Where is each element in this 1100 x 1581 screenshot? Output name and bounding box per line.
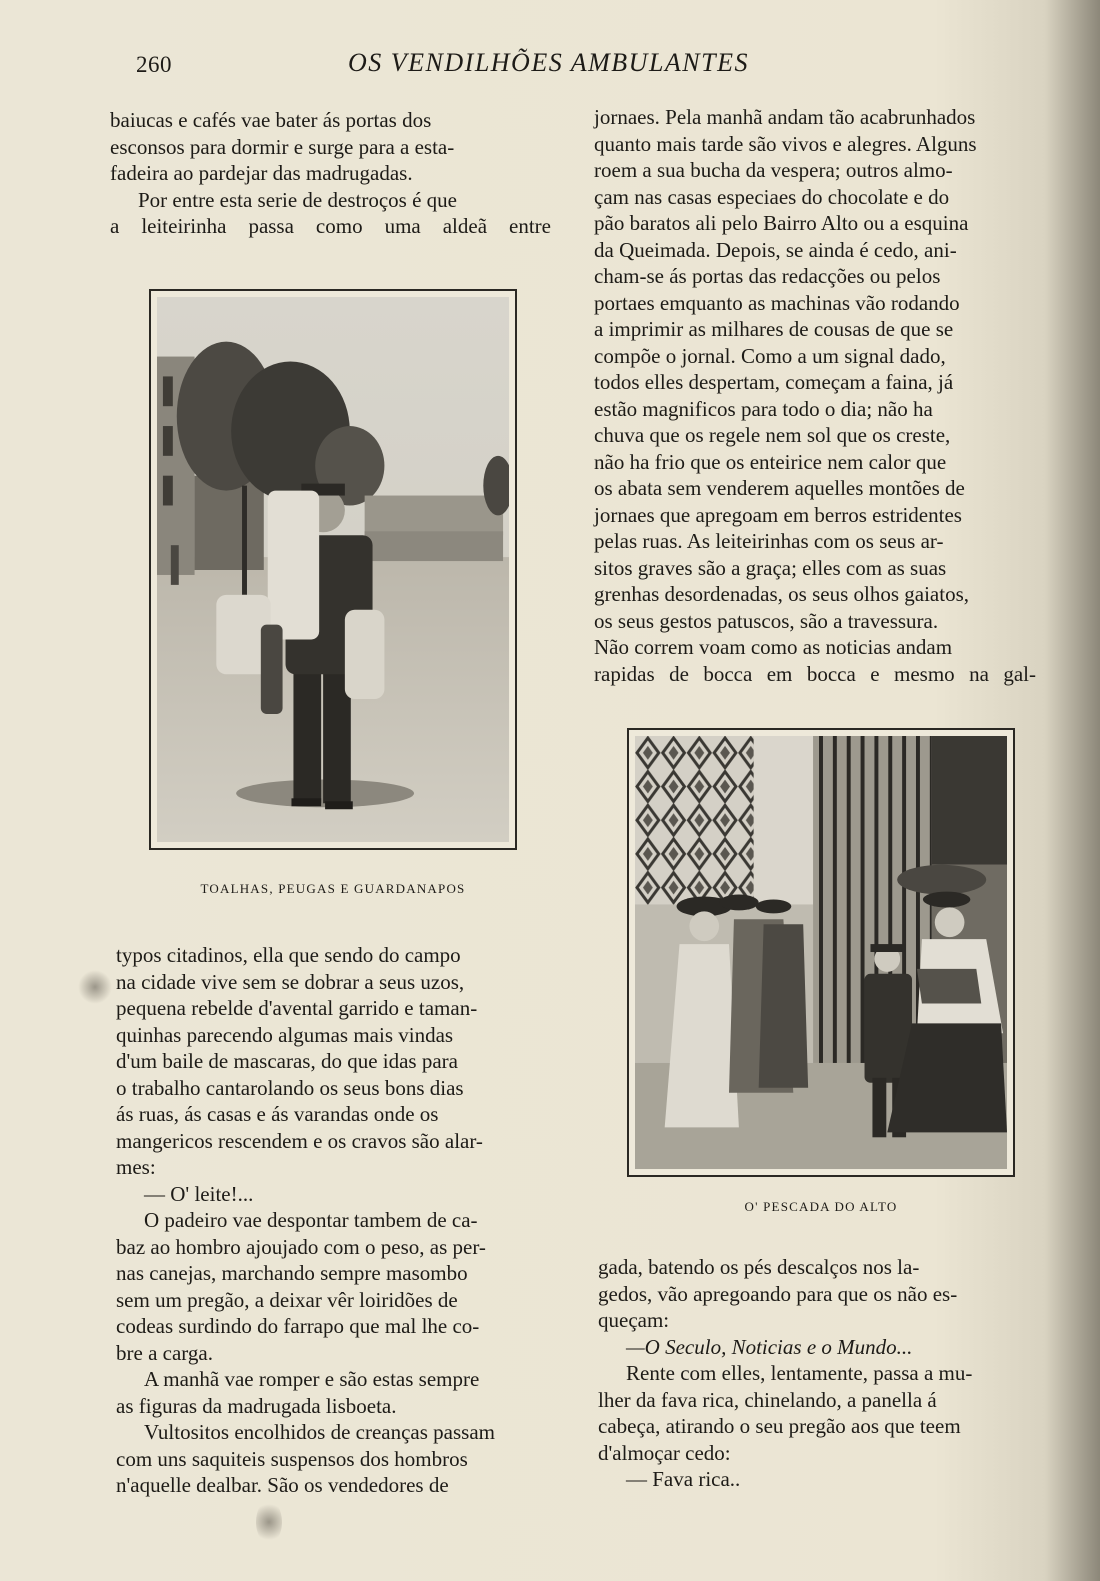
right-top-text	[594, 104, 1036, 687]
text-line: typos citadinos, ella que sendo do campo	[116, 943, 461, 967]
text-line: jornaes. Pela manhã andam tão acabrunhados	[594, 105, 976, 129]
text-line: mangericos rescendem e os cravos são alar-	[116, 1128, 483, 1153]
text-line: gedos, vão apregoando para que os não es-	[598, 1281, 958, 1306]
caption-pescada: O' PESCADA DO ALTO	[744, 1199, 898, 1214]
text-line: quanto mais tarde são vivos e alegres. Alguns	[594, 131, 977, 156]
text-line: Vultositos encolhidos de creanças passam	[144, 1420, 495, 1444]
text-line: da Queimada. Depois, se ainda é cedo, ani-	[594, 237, 957, 262]
text-line: pelas ruas. As leiteirinhas com os seus ar-	[594, 529, 944, 553]
text-line: — O' leite!...	[144, 1181, 254, 1206]
text-line: n'aquelle dealbar. São os vendedores de	[116, 1473, 449, 1497]
text-line: cabeça, atirando o seu pregão aos que teem	[598, 1414, 961, 1438]
text-line: esconsos para dormir e surge para a esta-	[110, 134, 455, 159]
photo-pescada	[627, 728, 1015, 1177]
pescada-photograph	[635, 736, 1007, 1169]
text-line: com uns saquiteis suspensos dos hombros	[116, 1446, 468, 1471]
text-line: Rente com elles, lentamente, passa a mu-	[626, 1361, 973, 1385]
text-line: roem a sua bucha da vespera; outros almo-	[594, 158, 953, 182]
text-line: não ha frio que os enteirice nem calor que	[594, 449, 947, 474]
ink-smudge	[78, 970, 112, 1004]
text-line: sitos graves são a graça; elles com as suas	[594, 555, 947, 580]
page-number: 260	[136, 52, 172, 77]
text-line: a leiteirinha passa como uma aldeã entre	[110, 214, 551, 238]
text-line: quinhas parecendo algumas mais vindas	[116, 1022, 454, 1047]
text-line: chuva que os regele nem sol que os creste,	[594, 423, 951, 447]
text-line: sem um pregão, a deixar vêr loiridões de	[116, 1287, 458, 1312]
photo-street-vendor	[149, 289, 517, 850]
right-bottom-text	[598, 1254, 1040, 1493]
text-line: gada, batendo os pés descalços nos la-	[598, 1255, 920, 1279]
text-line: jornaes que apregoam em berros estridentes	[594, 502, 962, 527]
text-line: lher da fava rica, chinelando, a panella á	[598, 1387, 937, 1412]
text-line: Por entre esta serie de destroços é que	[138, 187, 457, 212]
text-line: os abata sem venderem aquelles montões de	[594, 476, 965, 500]
text-line: estão magnificos para todo o dia; não ha	[594, 396, 933, 421]
text-line: çam nas casas especiaes do chocolate e do	[594, 184, 950, 209]
text-line: nas canejas, marchando sempre masombo	[116, 1261, 468, 1285]
text-line: compõe o jornal. Como a um signal dado,	[594, 343, 946, 368]
text-line: ás ruas, ás casas e ás varandas onde os	[116, 1102, 439, 1126]
text-line: cham-se ás portas das redacções ou pelos	[594, 264, 941, 288]
left-top-text	[110, 107, 551, 240]
text-line: pão baratos ali pelo Bairro Alto ou a esquina	[594, 211, 969, 235]
text-line: os seus gestos patuscos, são a travessura.	[594, 608, 939, 633]
text-line: fadeira ao pardejar das madrugadas.	[110, 161, 413, 185]
caption-toalhas: TOALHAS, PEUGAS E GUARDANAPOS	[200, 881, 466, 896]
text-line: grenhas desordenadas, os seus olhos gaiatos,	[594, 582, 970, 606]
ink-smudge	[256, 1500, 282, 1544]
text-line: —O Seculo, Noticias e o Mundo...	[626, 1334, 913, 1359]
text-line: as figuras da madrugada lisboeta.	[116, 1393, 397, 1418]
text-line: A manhã vae romper e são estas sempre	[144, 1367, 480, 1391]
running-title: OS VENDILHÕES AMBULANTES	[348, 48, 749, 77]
street-vendor-photograph	[157, 297, 509, 842]
text-line: d'um baile de mascaras, do que idas para	[116, 1049, 458, 1073]
text-line: a imprimir as milhares de cousas de que se	[594, 317, 954, 341]
text-line: — Fava rica..	[626, 1467, 741, 1491]
text-line: na cidade vive sem se dobrar a seus uzos,	[116, 969, 465, 994]
text-line: o trabalho cantarolando os seus bons dias	[116, 1075, 464, 1100]
text-line: pequena rebelde d'avental garrido e taman-	[116, 996, 478, 1020]
text-line: mes:	[116, 1155, 156, 1179]
text-line: rapidas de bocca em bocca e mesmo na gal-	[594, 661, 1036, 686]
left-bottom-text	[116, 942, 557, 1499]
text-line: codeas surdindo do farrapo que mal lhe co-	[116, 1314, 480, 1338]
text-line: todos elles despertam, começam a faina, já	[594, 370, 954, 394]
text-line: baz ao hombro ajoujado com o peso, as per-	[116, 1234, 486, 1259]
text-line: baiucas e cafés vae bater ás portas dos	[110, 108, 432, 132]
text-line: queçam:	[598, 1308, 670, 1332]
text-line: O padeiro vae despontar tambem de ca-	[144, 1208, 478, 1232]
text-line: portaes emquanto as machinas vão rodando	[594, 290, 960, 315]
text-line: d'almoçar cedo:	[598, 1440, 731, 1465]
text-line: Não correm voam como as noticias andam	[594, 635, 953, 659]
text-line: bre a carga.	[116, 1340, 213, 1365]
